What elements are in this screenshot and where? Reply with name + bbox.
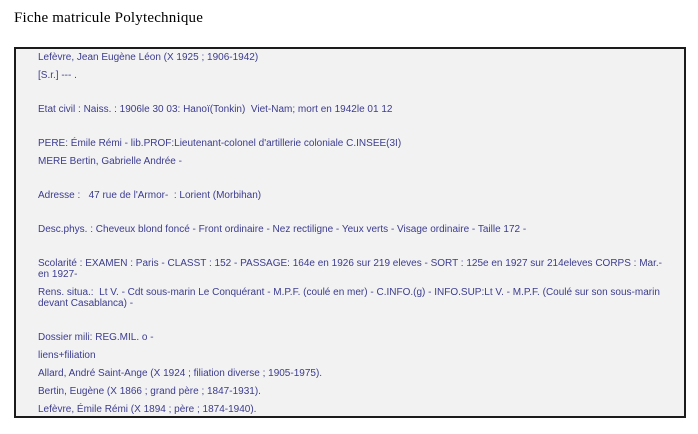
record-line-filiation-allard: Allard, André Saint-Ange (X 1924 ; filiation diverse ; 1905-1975). [38, 368, 323, 379]
record-line-filiation-lefevre: Lefèvre, Émile Rémi (X 1894 ; père ; 1874-1940). [38, 404, 257, 415]
record-line-adresse: Adresse : 47 rue de l'Armor- : Lorient (Morbihan) [38, 190, 262, 201]
record-line-name-header: Lefèvre, Jean Eugène Léon (X 1925 ; 1906-1942) [38, 52, 259, 63]
record-line-rens-situa: Rens. situa.: Lt V. - Cdt sous-marin Le Conquérant - M.P.F. (coulé en mer) - C.INFO.(g) - INFO.SUP:Lt V. - M.P.F. (Coulé sur son sous-marin devant Casablanca) - [38, 287, 663, 309]
record-line-desc-phys: Desc.phys. : Cheveux blond foncé - Front ordinaire - Nez rectiligne - Yeux verts - Visage ordinaire - Taille 172 - [38, 224, 527, 235]
record-line-pere: PERE: Émile Rémi - lib.PROF:Lieutenant-colonel d'artillerie coloniale C.INSEE(3I) [38, 138, 402, 149]
record-line-mere: MERE Bertin, Gabrielle Andrée - [38, 156, 182, 167]
record-line-liens-filiation: liens+filiation [38, 350, 96, 361]
page-title: Fiche matricule Polytechnique [14, 10, 204, 26]
record-line-filiation-bertin: Bertin, Eugène (X 1866 ; grand père ; 1847-1931). [38, 386, 261, 397]
record-line-etat-civil: Etat civil : Naiss. : 1906le 30 03: Hanoï(Tonkin) Viet-Nam; mort en 1942le 01 12 [38, 104, 393, 115]
record-line-scolarite: Scolarité : EXAMEN : Paris - CLASST : 152 - PASSAGE: 164e en 1926 sur 219 eleves - SORT : 125e en 1927 sur 214eleves CORPS : Mar.- en 1927- [38, 258, 665, 280]
record-box [14, 47, 686, 418]
record-line-dossier-mili: Dossier mili: REG.MIL. o - [38, 332, 154, 343]
record-line-sr: [S.r.] --- . [38, 70, 77, 81]
